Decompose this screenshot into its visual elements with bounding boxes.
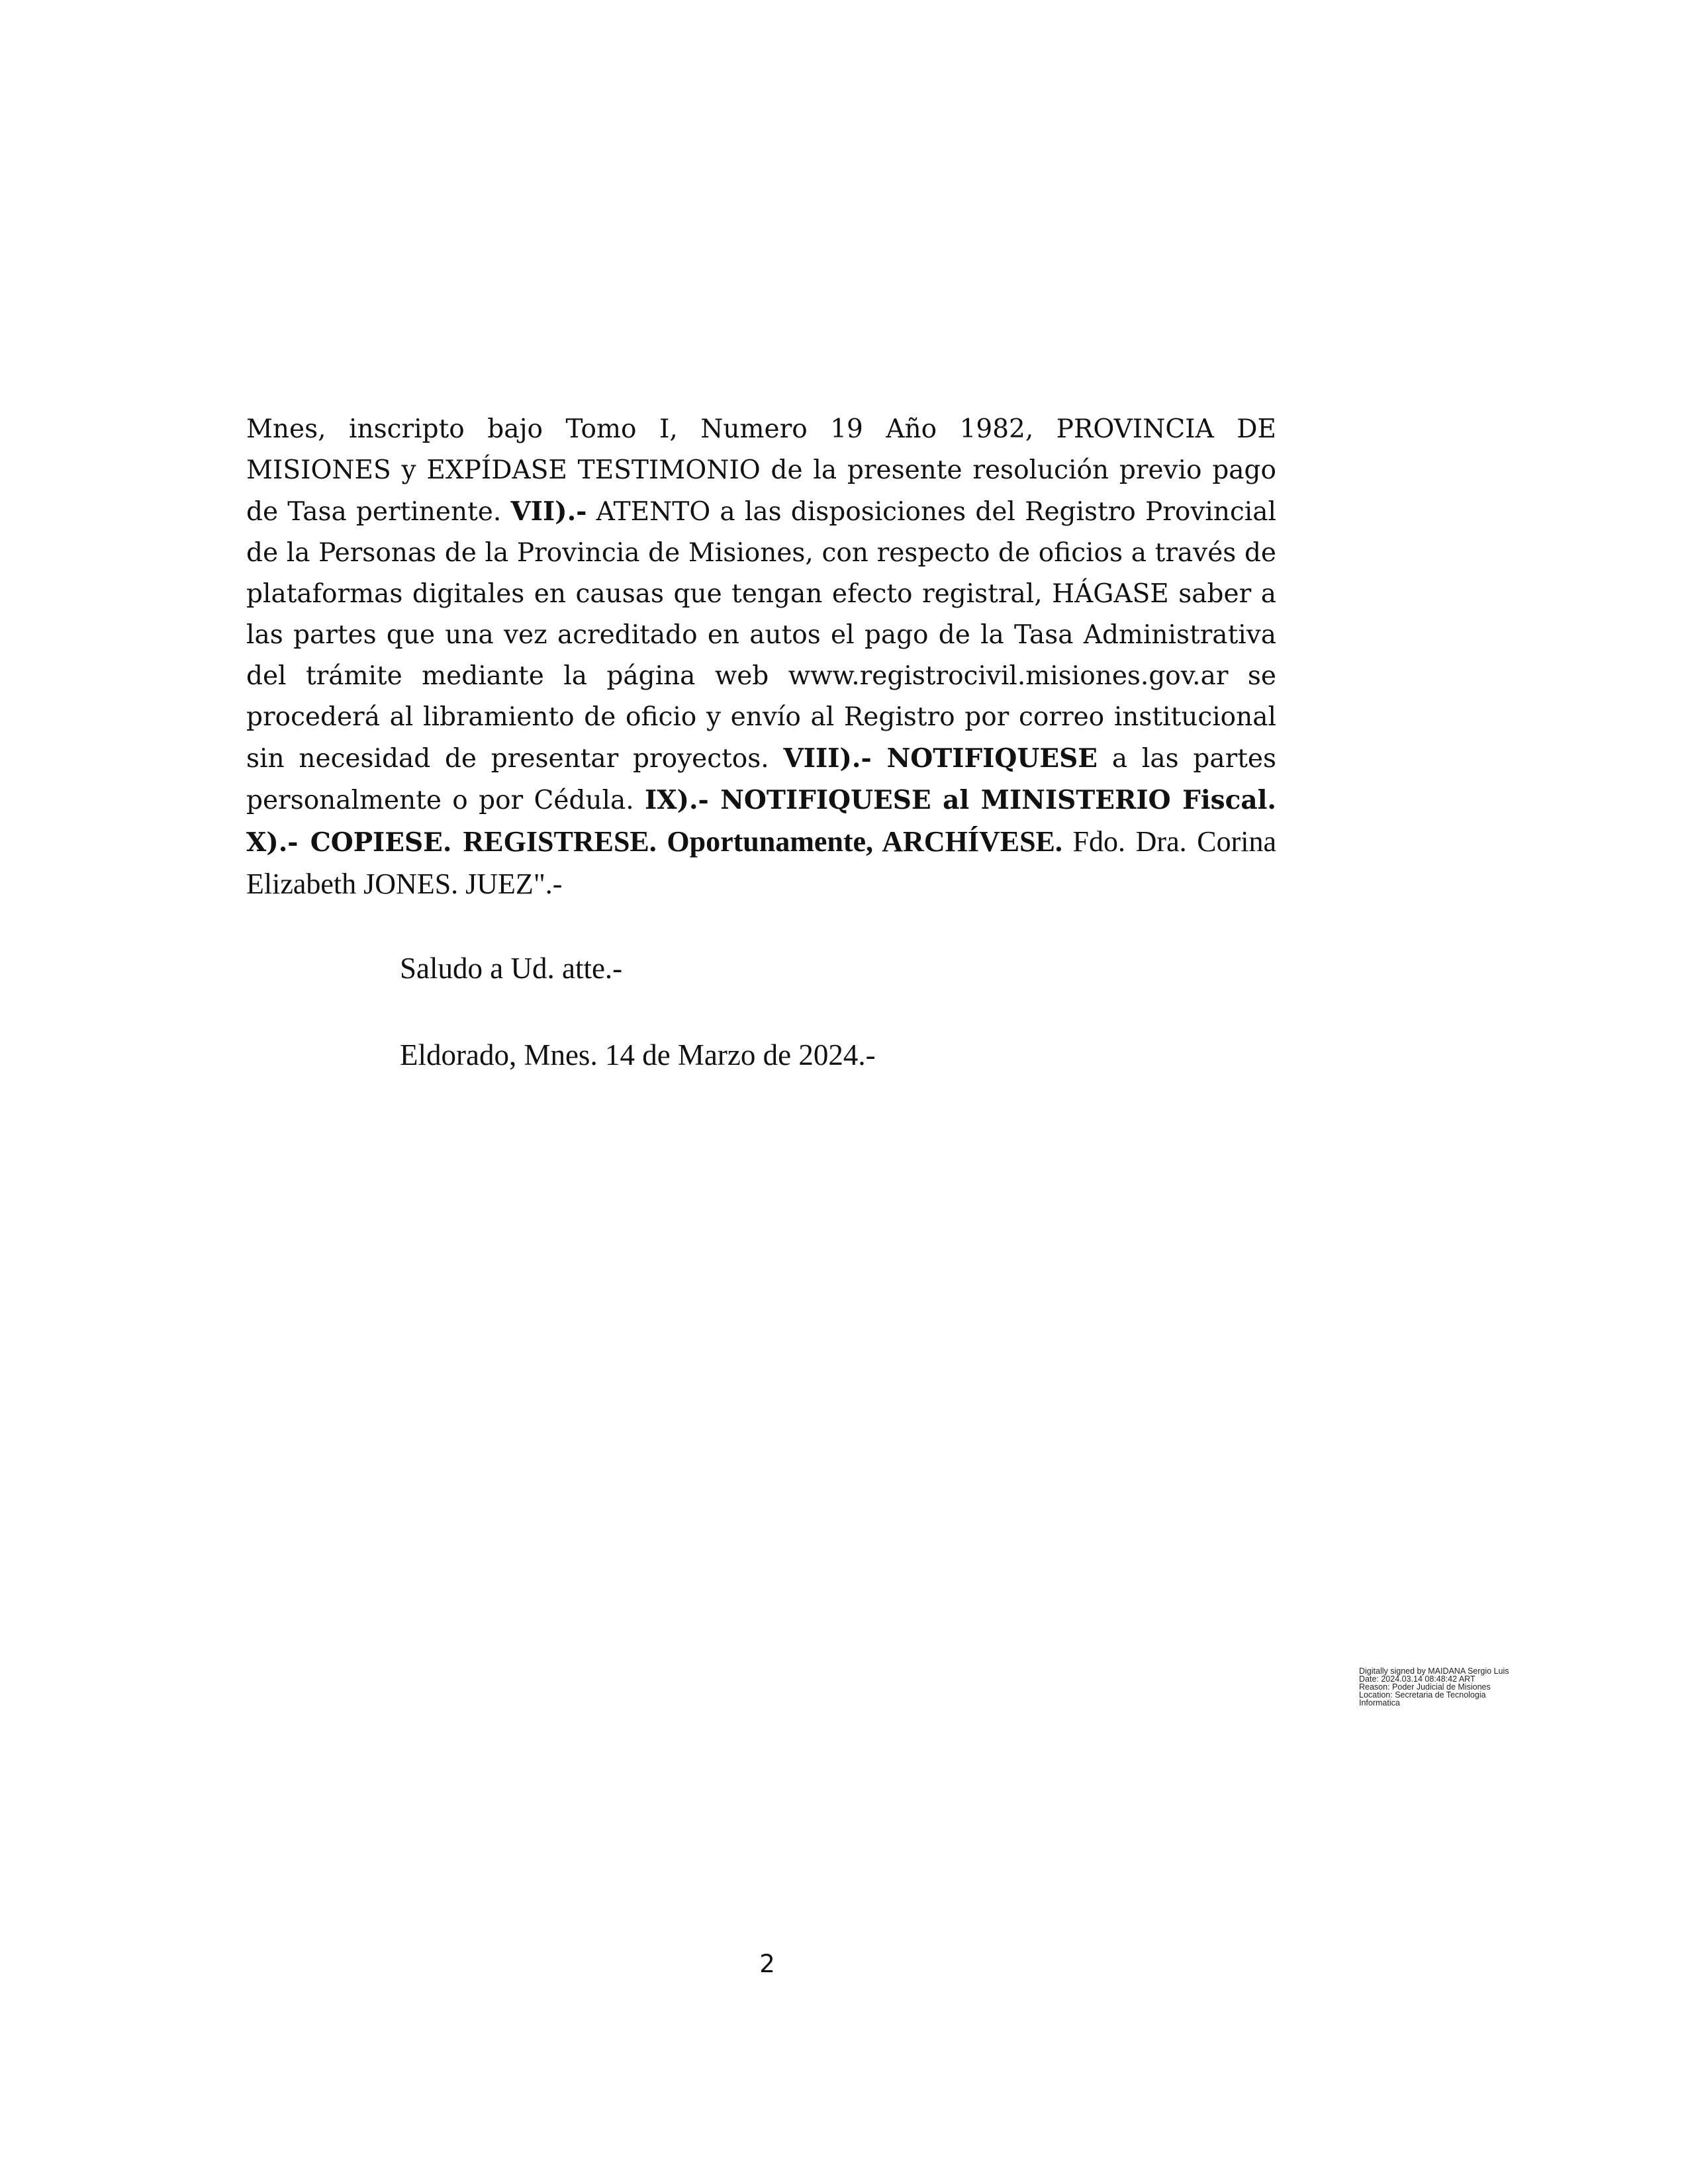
section-marker-vii: VII).-: [510, 496, 587, 527]
signature-line: Reason: Poder Judicial de Misiones: [1359, 1682, 1491, 1692]
judge-signature-line: Fdo. Dra. Corina Elizabeth JONES. JUEZ".-: [246, 825, 1276, 900]
paragraph-text: ATENTO a las disposiciones del Registro Provincial de la Personas de la Provincia de Misiones, con respecto de oficios a través de plataformas digitales en causas que tengan efecto registral, HÁGASE saber a las partes que una vez acreditado en autos el pago de la Tasa Administrativa del trámite mediante la página web www.registrocivil.misiones.gov.ar se procederá al libramiento de oficio y envío al Registro por correo institucional sin necesidad de presentar proyectos.: [246, 497, 1276, 774]
signature-line: Date: 2024.03.14 08:48:42 ART: [1359, 1674, 1476, 1684]
registration-order: REGISTRESE. Oportunamente, ARCHÍVESE.: [463, 825, 1062, 858]
place-and-date: Eldorado, Mnes. 14 de Marzo de 2024.-: [400, 1038, 876, 1071]
digital-signature-stamp: [1359, 1667, 1558, 1707]
paragraph-text: Mnes, inscripto bajo Tomo I, Numero 19 Año 1982, PROVINCIA DE MISIONES y EXPÍDASE TESTIMONIO de la presente resolución previo pago de Tasa pertinente.: [246, 414, 1276, 527]
signature-line: Informatica: [1359, 1698, 1400, 1707]
closing-greeting: Saludo a Ud. atte.-: [400, 952, 623, 985]
section-marker-ix-x: IX).- NOTIFIQUESE al MINISTERIO Fiscal. X).- COPIESE.: [246, 785, 1276, 858]
signature-line: Location: Secretaria de Tecnologia: [1359, 1690, 1486, 1700]
paragraph-text: a las partes personalmente o por Cédula.: [246, 744, 1277, 815]
section-marker-viii: VIII).- NOTIFIQUESE: [783, 743, 1098, 774]
page-number: 2: [759, 1950, 775, 1978]
paragraph-text: [451, 828, 463, 858]
resolution-paragraph: [246, 409, 1276, 906]
signature-line: Digitally signed by MAIDANA Sergio Luis: [1359, 1666, 1509, 1676]
